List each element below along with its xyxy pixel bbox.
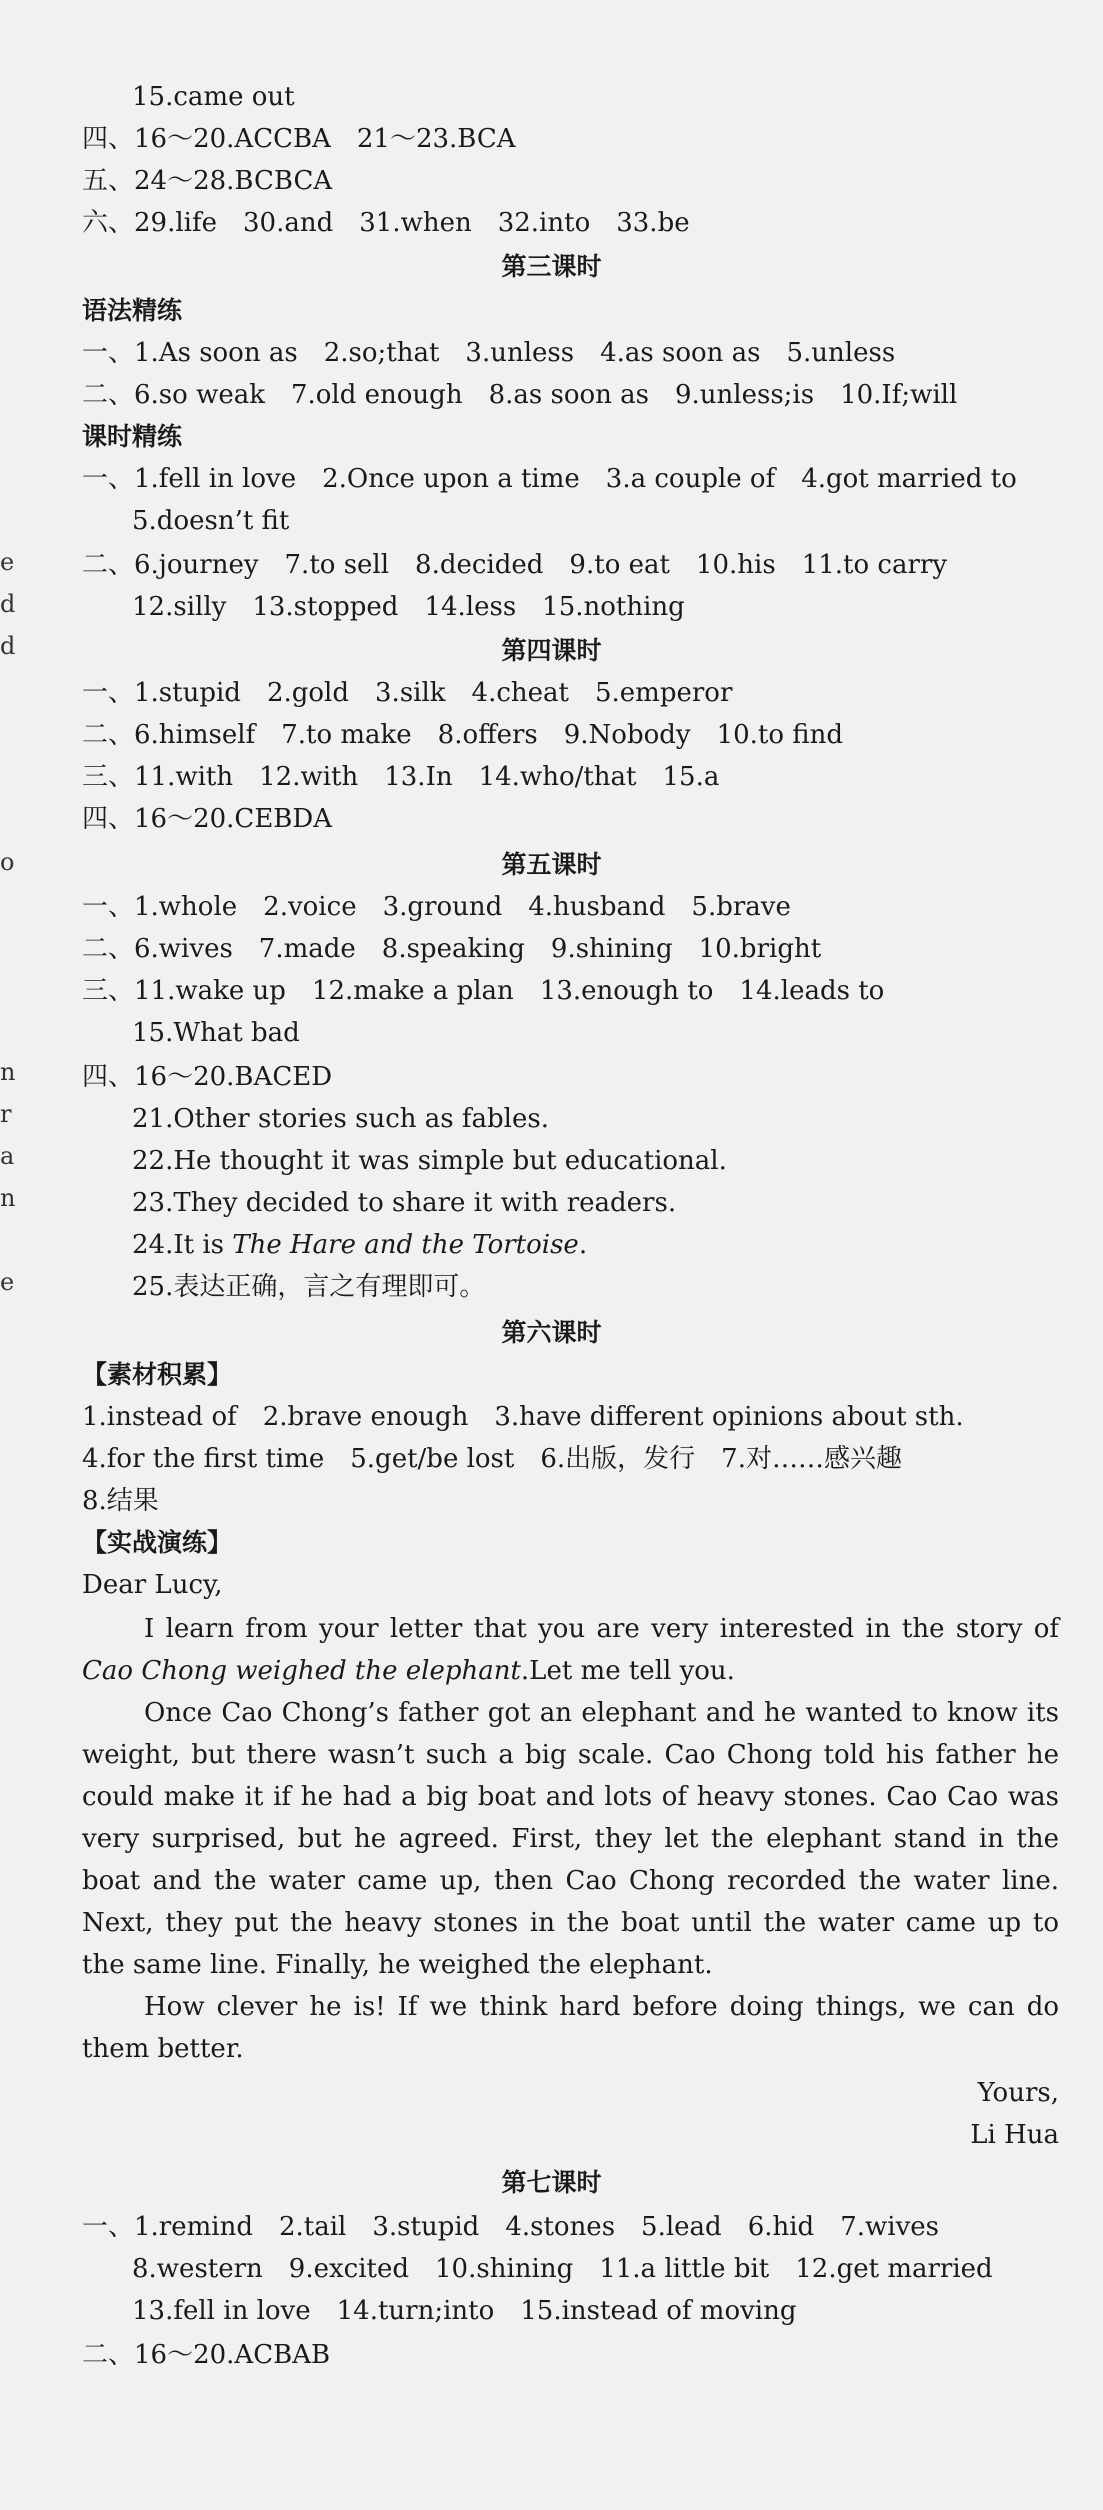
subheading: 【实战演练】 [82,1528,233,1557]
subheading: 【素材积累】 [82,1360,233,1389]
answer-line: 1.instead of 2.brave enough 3.have different opinions about sth. [82,1402,964,1432]
section-heading: 第五课时 [501,850,602,879]
answer-line: 二、6.wives 7.made 8.speaking 9.shining 10.bright [82,934,822,964]
answer-line: 25.表达正确，言之有理即可。 [132,1272,486,1302]
answer-line: 二、6.himself 7.to make 8.offers 9.Nobody 10.to find [82,720,844,750]
answer-line: 21.Other stories such as fables. [132,1104,549,1134]
subheading: 语法精练 [82,296,183,325]
answer-line: 8.结果 [82,1486,159,1516]
answer-line: 二、6.so weak 7.old enough 8.as soon as 9.unless;is 10.If;will [82,380,958,410]
answer-line: 四、16～20.CEBDA [82,804,333,834]
edge-letter: r [0,1100,12,1128]
story-title: The Hare and the Tortoise [232,1230,579,1260]
answer-line: 15.What bad [132,1018,300,1048]
answer-line: 13.fell in love 14.turn;into 15.instead of moving [132,2296,797,2326]
answer-line: 4.for the first time 5.get/be lost 6.出版，发行 7.对……感兴趣 [82,1444,902,1474]
answer-line: 22.He thought it was simple but educational. [132,1146,727,1176]
edge-letter: e [0,1268,15,1296]
edge-letter: o [0,848,15,876]
letter-paragraph: I learn from your letter that you are very interested in the story of Cao Chong weighed the elephant.Let me tell you. [82,1614,1059,1686]
answer-line: 一、1.whole 2.voice 3.ground 4.husband 5.brave [82,892,791,922]
section-heading: 第六课时 [501,1318,602,1347]
answer-line: 15.came out [132,82,295,112]
answer-line: 四、16～20.BACED [82,1062,333,1092]
answer-line: 三、11.with 12.with 13.In 14.who/that 15.a [82,762,720,792]
letter-closing: Yours, [977,2078,1059,2108]
answer-line: 二、16～20.ACBAB [82,2340,331,2370]
edge-letter: e [0,548,15,576]
edge-letter: a [0,1142,15,1170]
answer-line: 六、29.life 30.and 31.when 32.into 33.be [82,208,690,238]
letter-greeting: Dear Lucy, [82,1570,223,1600]
answer-line: 一、1.remind 2.tail 3.stupid 4.stones 5.lead 6.hid 7.wives [82,2212,939,2242]
edge-letter: d [0,632,16,660]
answer-line: 一、1.fell in love 2.Once upon a time 3.a couple of 4.got married to [82,464,1017,494]
edge-letter: n [0,1184,16,1212]
answer-line: 一、1.stupid 2.gold 3.silk 4.cheat 5.emperor [82,678,733,708]
answer-line: 二、6.journey 7.to sell 8.decided 9.to eat 10.his 11.to carry [82,550,948,580]
letter-signature: Li Hua [970,2120,1059,2150]
answer-line: 8.western 9.excited 10.shining 11.a little bit 12.get married [132,2254,993,2284]
section-heading: 第七课时 [501,2168,602,2197]
edge-letter: n [0,1058,16,1086]
answer-line: 5.doesn’t fit [132,506,290,536]
subheading: 课时精练 [82,422,183,451]
edge-letter: d [0,590,16,618]
letter-paragraph: How clever he is! If we think hard before doing things, we can do them better. [82,1992,1059,2064]
answer-line: 一、1.As soon as 2.so;that 3.unless 4.as soon as 5.unless [82,338,896,368]
answer-line: 五、24～28.BCBCA [82,166,333,196]
answer-line: 12.silly 13.stopped 14.less 15.nothing [132,592,685,622]
section-heading: 第四课时 [501,636,602,665]
section-heading: 第三课时 [501,252,602,281]
answer-line: 四、16～20.ACCBA 21～23.BCA [82,124,516,154]
answer-line: 三、11.wake up 12.make a plan 13.enough to 14.leads to [82,976,885,1006]
answer-line: 23.They decided to share it with readers. [132,1188,677,1218]
answer-line: 24.It is The Hare and the Tortoise. [132,1230,588,1260]
letter-paragraph: Once Cao Chong’s father got an elephant and he wanted to know its weight, but there wasn’t such a big scale. Cao Chong told his father he could make it if he had a big boat and lots of heavy stones. Cao Cao was very surprised, but he agreed. First, they let the elephant stand in the boat and the water came up, then Cao Chong recorded the water line. Next, they put the heavy stones in the boat until the water came up to the same line. Finally, he weighed the elephant. [82,1698,1059,1980]
